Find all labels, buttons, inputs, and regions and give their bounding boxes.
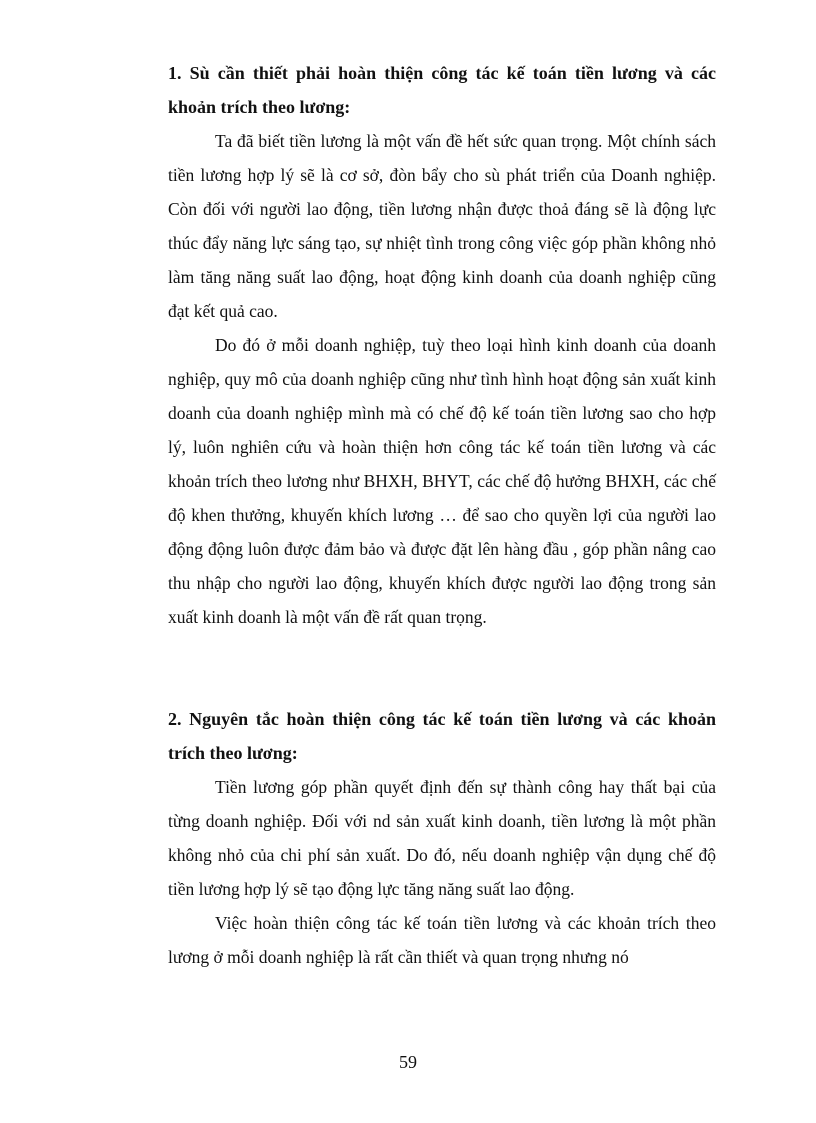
section-1-paragraph-1: Ta đã biết tiền lương là một vấn đề hết sức quan trọng. Một chính sách tiền lương hợp lý sẽ là cơ sở, đòn bẩy cho sù phát triển của Doanh nghiệp. Còn đối với người lao động, tiền lương nhận được thoả đáng sẽ là động lực thúc đẩy năng lực sáng tạo, sự nhiệt tình trong công việc góp phần không nhỏ làm tăng năng suất lao động, hoạt động kinh doanh của doanh nghiệp cũng đạt kết quả cao. xyxy=(168,131,716,321)
page-number: 59 xyxy=(399,1052,417,1072)
page-body xyxy=(168,56,716,974)
section-2-paragraph-2: Việc hoàn thiện công tác kế toán tiền lương và các khoản trích theo lương ở mỗi doanh nghiệp là rất cần thiết và quan trọng nhưng nó xyxy=(168,913,716,967)
section-spacer xyxy=(168,634,716,702)
section-1-heading: 1. Sù cần thiết phải hoàn thiện công tác kế toán tiền lương và các khoản trích theo lương: xyxy=(168,63,716,117)
section-2-paragraph-1: Tiền lương góp phần quyết định đến sự thành công hay thất bại của từng doanh nghiệp. Đối với nd sản xuất kinh doanh, tiền lương là một phần không nhỏ của chi phí sản xuất. Do đó, nếu doanh nghiệp vận dụng chế độ tiền lương hợp lý sẽ tạo động lực tăng năng suất lao động. xyxy=(168,777,716,899)
section-1 xyxy=(168,56,716,634)
section-1-paragraph-2: Do đó ở mỗi doanh nghiệp, tuỳ theo loại hình kinh doanh của doanh nghiệp, quy mô của doanh nghiệp cũng như tình hình hoạt động sản xuất kinh doanh của doanh nghiệp mình mà có chế độ kế toán tiền lương sao cho hợp lý, luôn nghiên cứu và hoàn thiện hơn công tác kế toán tiền lương và các khoản trích theo lương như BHXH, BHYT, các chế độ hưởng BHXH, các chế độ khen thưởng, khuyến khích lương … để sao cho quyền lợi của người lao động động luôn được đảm bảo và được đặt lên hàng đầu , góp phần nâng cao thu nhập cho người lao động, khuyến khích được người lao động trong sản xuất kinh doanh là một vấn đề rất quan trọng. xyxy=(168,335,716,627)
section-2-heading: 2. Nguyên tắc hoàn thiện công tác kế toán tiền lương và các khoản trích theo lương: xyxy=(168,709,716,763)
section-2 xyxy=(168,702,716,974)
